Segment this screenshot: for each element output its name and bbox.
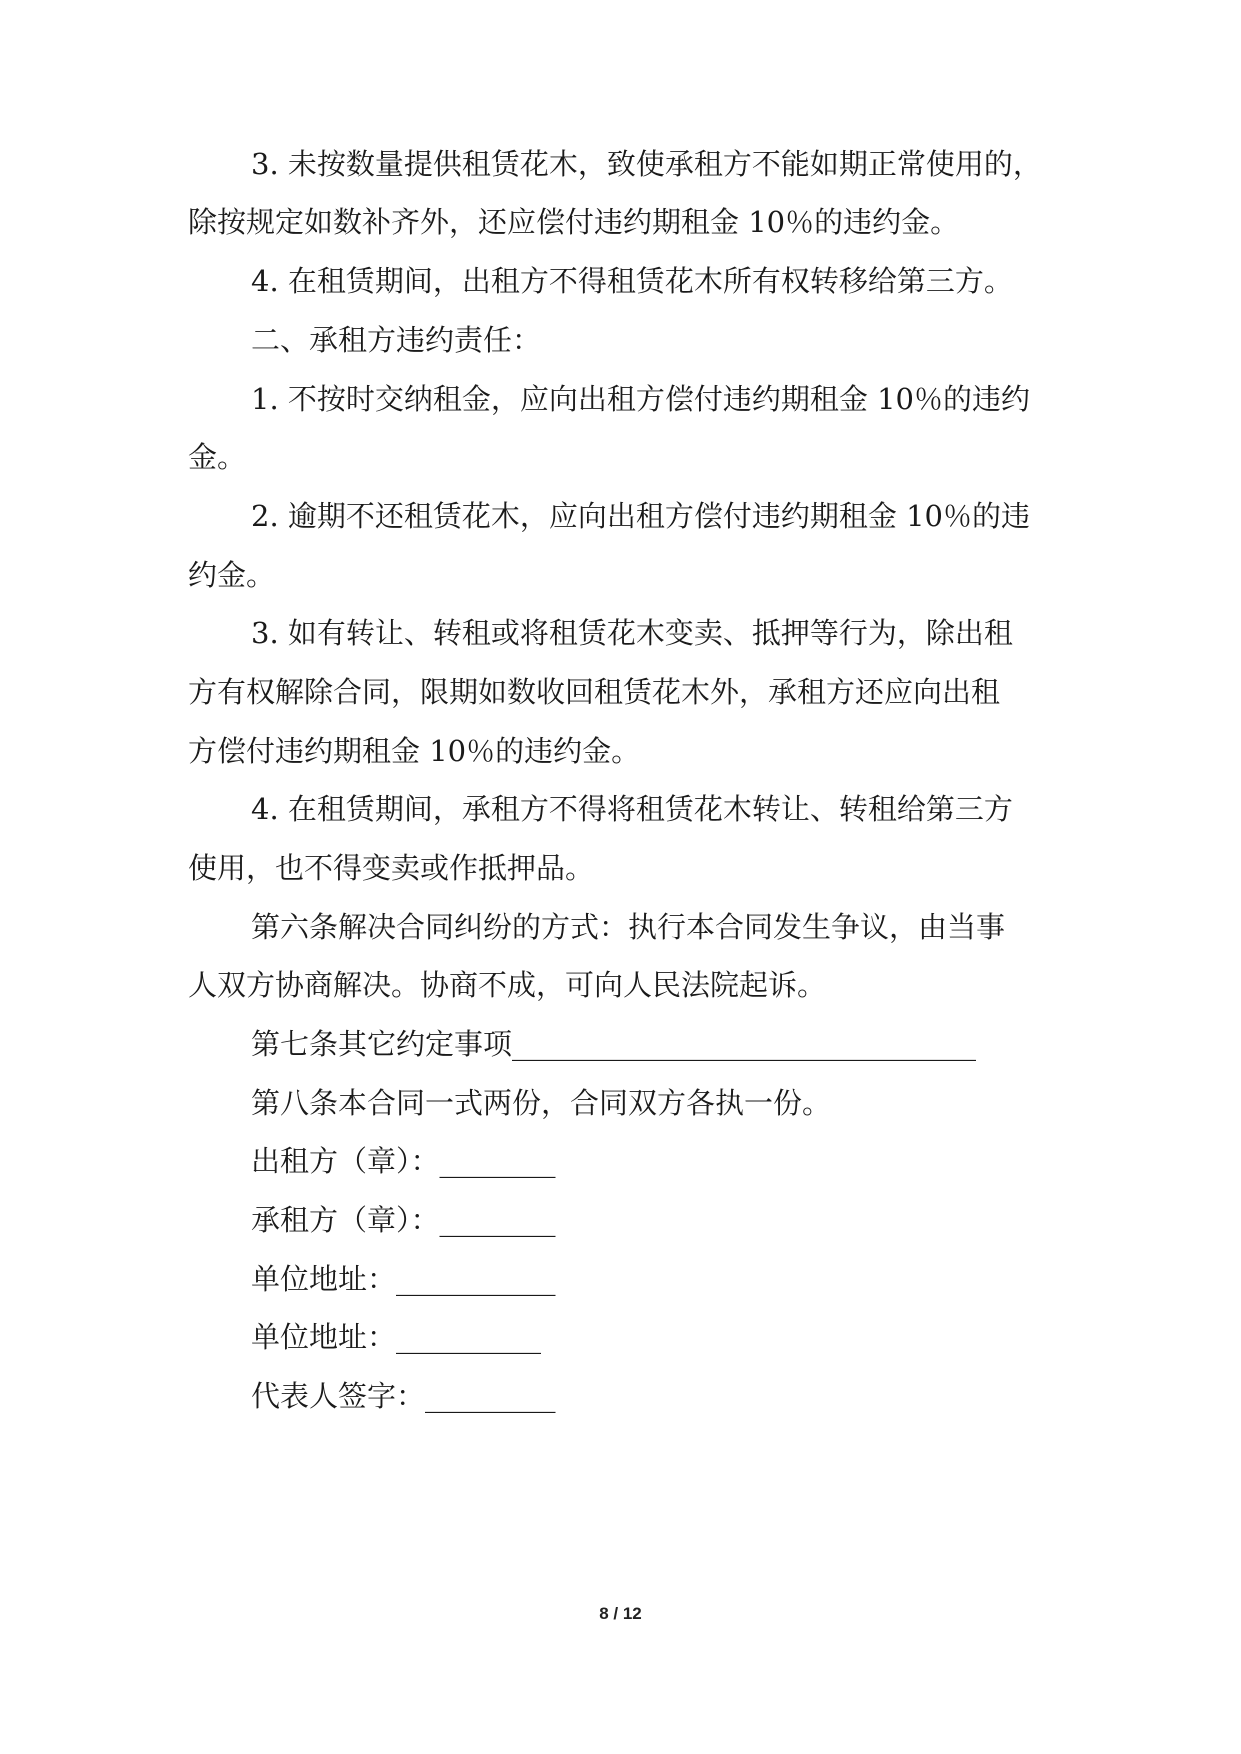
- text-line: 第七条其它约定事项________________________________: [251, 1027, 977, 1061]
- address-field-2: 单位地址：__________: [251, 1320, 542, 1354]
- text-line: 方偿付违约期租金 10％的违约金。: [188, 734, 641, 768]
- section-heading: 二、承租方违约责任：: [251, 323, 542, 357]
- text-line: 使用，也不得变卖或作抵押品。: [188, 851, 595, 885]
- text-line: 2. 逾期不还租赁花木，应向出租方偿付违约期租金 10％的违: [251, 499, 1031, 533]
- text-line: 约金。: [188, 558, 276, 592]
- representative-signature-field: 代表人签字：_________: [251, 1379, 556, 1413]
- text-line: 第六条解决合同纠纷的方式：执行本合同发生争议，由当事: [251, 910, 1006, 944]
- text-line: 人双方协商解决。协商不成，可向人民法院起诉。: [188, 968, 827, 1002]
- text-line: 3. 未按数量提供租赁花木，致使承租方不能如期正常使用的，: [251, 147, 1042, 181]
- text-line: 金。: [188, 440, 247, 474]
- address-field-1: 单位地址：___________: [251, 1262, 556, 1296]
- text-line: 4. 在租赁期间，承租方不得将租赁花木转让、转租给第三方: [251, 792, 1013, 826]
- page-number: 8 / 12: [599, 1604, 642, 1623]
- text-line: 3. 如有转让、转租或将租赁花木变卖、抵押等行为，除出租: [251, 616, 1013, 650]
- signature-field-lessee: 承租方（章）：________: [251, 1203, 556, 1237]
- text-line: 1. 不按时交纳租金，应向出租方偿付违约期租金 10％的违约: [251, 382, 1031, 416]
- text-line: 4. 在租赁期间，出租方不得租赁花木所有权转移给第三方。: [251, 264, 1013, 298]
- text-line: 第八条本合同一式两份，合同双方各执一份。: [251, 1086, 832, 1120]
- text-line: 方有权解除合同，限期如数收回租赁花木外，承租方还应向出租: [188, 675, 1001, 709]
- signature-field-lessor: 出租方（章）：________: [251, 1144, 556, 1178]
- text-line: 除按规定如数补齐外，还应偿付违约期租金 10％的违约金。: [188, 205, 960, 239]
